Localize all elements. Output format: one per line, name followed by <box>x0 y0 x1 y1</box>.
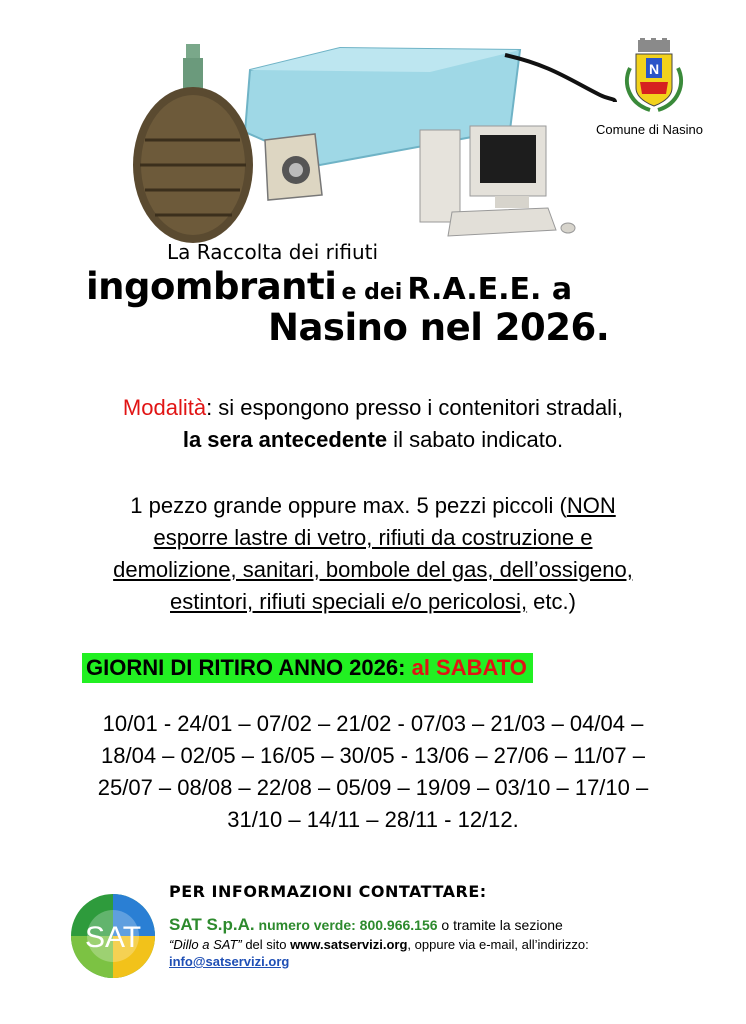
info-line-3 <box>169 954 589 969</box>
radio-icon <box>265 134 322 200</box>
info-text-2b: , oppure via e-mail, all’indirizzo: <box>407 937 589 952</box>
pezzi-line-2: esporre lastre di vetro, rifiuti da costruzione e <box>153 525 593 550</box>
info-heading: PER INFORMAZIONI CONTATTARE: <box>169 882 487 901</box>
pezzi-text-4u: estintori, rifiuti speciali e/o pericolosi, <box>170 589 528 614</box>
title-ingombranti: ingombranti <box>86 265 337 308</box>
giorni-heading <box>82 653 533 683</box>
dillo-a-sat: “Dillo a SAT” <box>169 937 242 952</box>
title-raee: R.A.E.E. a <box>407 272 573 307</box>
email-link[interactable]: info@satservizi.org <box>169 954 290 969</box>
modalita-text-2: il sabato indicato. <box>387 427 564 452</box>
info-text-1: o tramite la sezione <box>437 917 563 933</box>
svg-text:N: N <box>648 61 660 77</box>
dates-line: 25/07 – 08/08 – 22/08 – 05/09 – 19/09 – 03/10 – 17/10 – <box>97 775 649 800</box>
phone-number: numero verde: 800.966.156 <box>254 917 438 933</box>
pezzi-line-1 <box>0 490 746 522</box>
title-line-2 <box>86 265 572 308</box>
info-line-1 <box>169 915 589 935</box>
info-text-2a: del sito <box>241 937 291 952</box>
modalita-text-1: : si espongono presso i contenitori stradali, <box>206 395 624 420</box>
company-name: SAT S.p.A. <box>169 915 255 934</box>
title-line-1: La Raccolta dei rifiuti <box>167 240 379 264</box>
bulky-waste-illustration <box>100 40 620 250</box>
pezzi-line-3: demolizione, sanitari, bombole del gas, dell’ossigeno, <box>113 557 633 582</box>
title-e-dei: e dei <box>341 280 403 305</box>
sat-logo <box>68 893 158 979</box>
contact-info <box>169 882 589 969</box>
comune-label: Comune di Nasino <box>596 122 703 137</box>
modalita-label: Modalità <box>122 395 207 420</box>
pezzi-text-4b: etc.) <box>527 589 576 614</box>
sat-logo-text: SAT <box>84 921 142 954</box>
pezzi-line-4 <box>0 586 746 618</box>
dates-line: 18/04 – 02/05 – 16/05 – 30/05 - 13/06 – 27/06 – 11/07 – <box>101 743 645 768</box>
giorni-label: GIORNI DI RITIRO ANNO 2026: <box>86 655 412 680</box>
modalita-line-2 <box>0 424 746 456</box>
computer-icon <box>420 126 575 236</box>
demijohn-icon <box>133 44 253 243</box>
giorni-sabato: al SABATO <box>411 655 527 680</box>
modalita-bold: la sera antecedente <box>182 427 388 452</box>
dates-line: 31/10 – 14/11 – 28/11 - 12/12. <box>227 807 519 832</box>
dates-line: 10/01 - 24/01 – 07/02 – 21/02 - 07/03 – 21/03 – 04/04 – <box>102 711 644 736</box>
nasino-coat-of-arms <box>616 38 692 118</box>
dates-list <box>0 708 746 836</box>
pezzi-text-1: 1 pezzo grande oppure max. 5 pezzi piccoli ( <box>130 493 567 518</box>
pezzi-non: NON <box>566 493 616 518</box>
pezzi-paragraph <box>0 490 746 618</box>
title-line-3: Nasino nel 2026. <box>268 306 610 349</box>
modalita-line-1 <box>0 392 746 424</box>
website-link[interactable]: www.satservizi.org <box>290 937 408 952</box>
info-line-2 <box>169 937 589 952</box>
